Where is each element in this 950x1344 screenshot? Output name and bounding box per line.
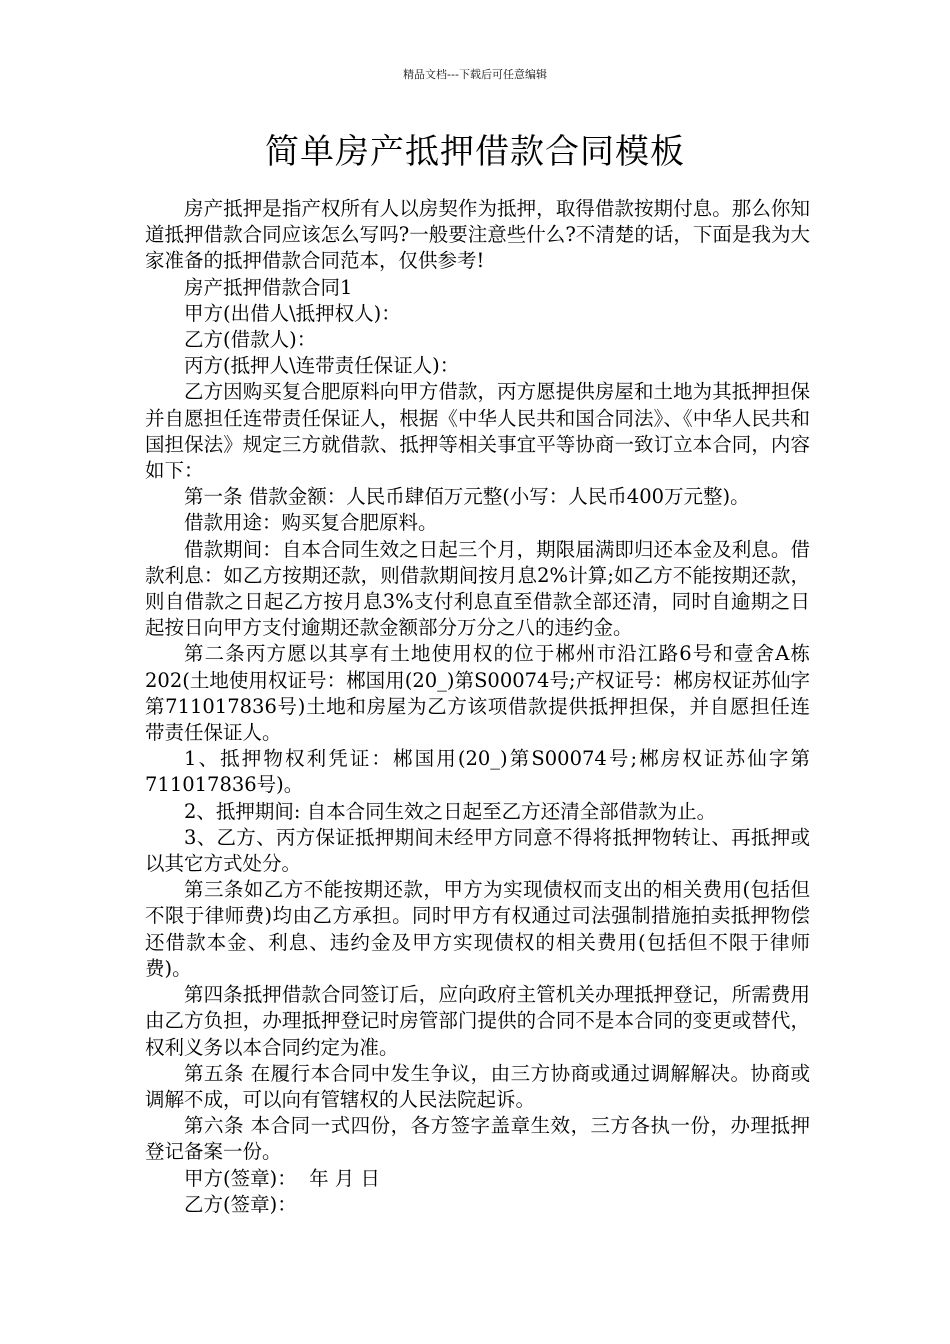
party-a-signature: 甲方(签章)： 年 月 日 bbox=[184, 1166, 381, 1190]
header-note: 精品文档---下载后可任意编辑 bbox=[403, 68, 547, 81]
document-body bbox=[145, 196, 810, 1218]
party-b-line: 乙方(借款人)： bbox=[184, 328, 317, 352]
contract-heading: 房产抵押借款合同1 bbox=[184, 275, 353, 299]
party-a-line: 甲方(出借人\抵押权人)： bbox=[184, 301, 401, 325]
party-b-signature: 乙方(签章)： bbox=[184, 1192, 297, 1216]
collateral-certificate: 1、抵押物权利凭证：郴国用(20_)第S00074号;郴房权证苏仙字第711017836号)。 bbox=[145, 747, 810, 797]
intro-paragraph: 房产抵押是指产权所有人以房契作为抵押，取得借款按期付息。那么你知道抵押借款合同应该怎么写吗?一般要注意些什么?不清楚的话，下面是我为大家准备的抵押借款合同范本，仅供参考! bbox=[145, 197, 810, 273]
mortgage-period: 2、抵押期间: 自本合同生效之日起至乙方还清全部借款为止。 bbox=[184, 799, 717, 823]
mortgage-restriction: 3、乙方、丙方保证抵押期间未经甲方同意不得将抵押物转让、再抵押或以其它方式处分。 bbox=[145, 825, 810, 876]
loan-period-interest: 借款期间：自本合同生效之日起三个月，期限届满即归还本金及利息。借款利息：如乙方按期还款，则借款期间按月息2%计算;如乙方不能按期还款，则自借款之日起乙方按月息3%支付利息直至借款全部还清，同时自逾期之日起按日向甲方支付逾期还款金额部分万分之八的违约金。 bbox=[145, 537, 810, 640]
article-4-registration: 第四条抵押借款合同签订后，应向政府主管机关办理抵押登记，所需费用由乙方负担，办理抵押登记时房管部门提供的合同不是本合同的变更或替代，权利义务以本合同约定为准。 bbox=[145, 983, 810, 1059]
loan-purpose: 借款用途：购买复合肥原料。 bbox=[184, 511, 438, 535]
article-6-copies: 第六条 本合同一式四份，各方签字盖章生效，三方各执一份，办理抵押登记备案一份。 bbox=[145, 1114, 810, 1164]
article-5-disputes: 第五条 在履行本合同中发生争议，由三方协商或通过调解解决。协商或调解不成，可以向有管辖权的人民法院起诉。 bbox=[145, 1061, 810, 1111]
party-c-line: 丙方(抵押人\连带责任保证人)： bbox=[184, 354, 460, 378]
preamble-paragraph: 乙方因购买复合肥原料向甲方借款，丙方愿提供房屋和土地为其抵押担保并自愿担任连带责任保证人，根据《中华人民共和国合同法》、《中华人民共和国担保法》规定三方就借款、抵押等相关事宜平等协商一致订立本合同，内容如下： bbox=[145, 380, 810, 483]
article-1-amount: 第一条 借款金额：人民币肆佰万元整(小写：人民币400万元整)。 bbox=[184, 485, 750, 509]
article-2-collateral: 第二条丙方愿以其享有土地使用权的位于郴州市沿江路6号和壹舍A栋202(土地使用权证号：郴国用(20_)第S00074号;产权证号：郴房权证苏仙字第711017836号)土地和房屋为乙方该项借款提供抵押担保，并自愿担任连带责任保证人。 bbox=[145, 642, 810, 745]
article-3-costs: 第三条如乙方不能按期还款，甲方为实现债权而支出的相关费用(包括但不限于律师费)均由乙方承担。同时甲方有权通过司法强制措施拍卖抵押物偿还借款本金、利息、违约金及甲方实现债权的相关费用(包括但不限于律师费)。 bbox=[145, 878, 810, 980]
document-title: 简单房产抵押借款合同模板 bbox=[265, 132, 685, 172]
